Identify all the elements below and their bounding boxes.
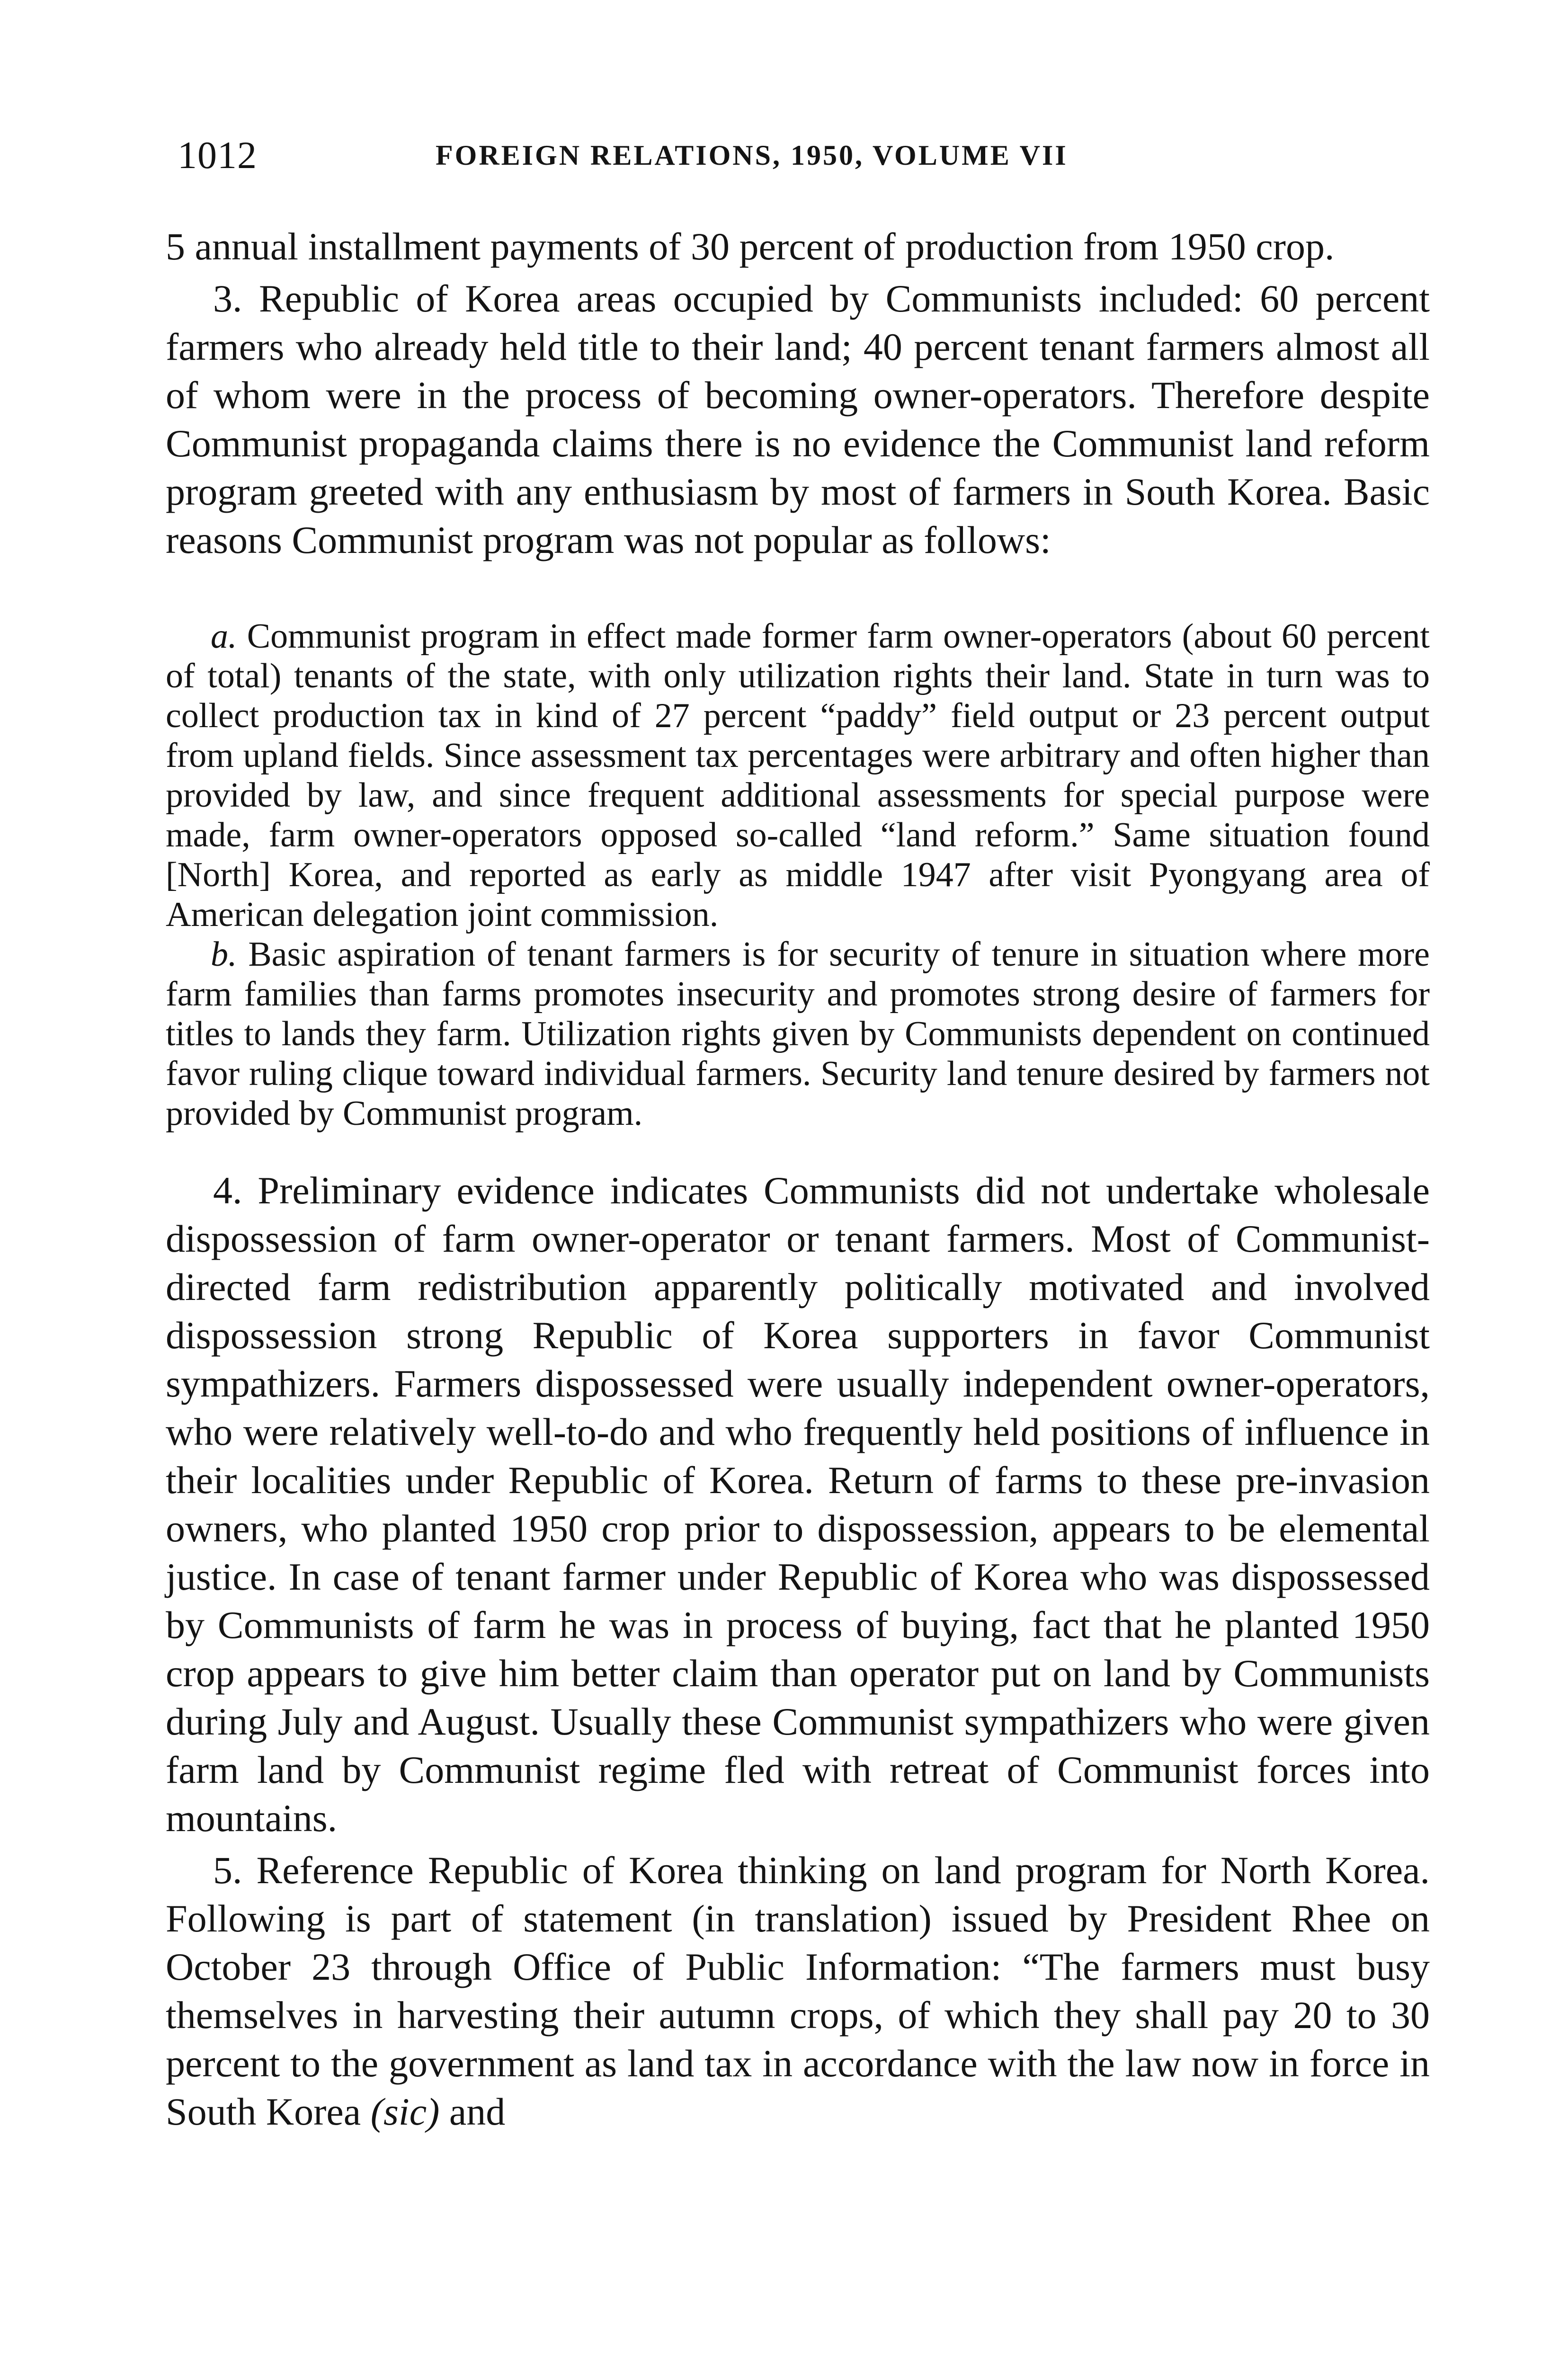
paragraph-continuation: 5 annual installment payments of 30 percent of production from 1950 crop. — [166, 225, 1335, 268]
page-header — [178, 127, 1420, 184]
subparagraph-a-label: a. — [211, 617, 237, 656]
paragraph-4: 4. Preliminary evidence indicates Communists did not undertake wholesale dispossession of farm owner-operator or tenant farmers. Most of Communist-directed farm redistribution apparently politically motivated and involved dispossession strong Republic of Korea supporters in favor Communist sympathizers. Farmers dispossessed were usually independent owner-operators, who were relatively well-to-do and who frequently held positions of influence in their localities under Republic of Korea. Return of farms to these pre-invasion owners, who planted 1950 crop prior to dispossession, appears to be elemental justice. In case of tenant farmer under Republic of Korea who was dispossessed by Communists of farm he was in process of buying, fact that he planted 1950 crop appears to give him better claim than operator put on land by Communists during July and August. Usually these Communist sympathizers who were given farm land by Communist regime fled with retreat of Communist forces into mountains. — [166, 1169, 1430, 1840]
paragraph-3: 3. Republic of Korea areas occupied by Communists included: 60 percent farmers who already held title to their land; 40 percent tenant farmers almost all of whom were in the process of becoming owner-operators. Therefore despite Communist propaganda claims there is no evidence the Communist land reform program greeted with any enthusiasm by most of farmers in South Korea. Basic reasons Communist program was not popular as follows: — [166, 277, 1430, 561]
subparagraph-b-text: Basic aspiration of tenant farmers is for security of tenure in situation where more farm families than farms promotes insecurity and promotes strong desire of farmers for titles to lands they farm. Utilization rights given by Communists dependent on continued favor ruling clique toward individual farmers. Security land tenure desired by farmers not provided by Communist program. — [166, 935, 1430, 1133]
subparagraph-a-text: Communist program in effect made former farm owner-operators (about 60 percent of total) tenants of the state, with only utilization rights their land. State in turn was to collect production tax in kind of 27 percent “paddy” field output or 23 percent output from upland fields. Since assessment tax percentages were arbitrary and often higher than provided by law, and since frequent additional assessments for special purpose were made, farm owner-operators opposed so-called “land reform.” Same situation found [North] Korea, and reported as early as middle 1947 after visit Pyongyang area of American delegation joint commission. — [166, 617, 1430, 934]
subparagraph-b-label: b. — [211, 935, 237, 974]
paragraph-5 — [166, 1846, 1430, 2136]
sic-marker: (sic) — [370, 2090, 440, 2133]
body-text — [166, 222, 1430, 2136]
running-head: FOREIGN RELATIONS, 1950, VOLUME VII — [436, 140, 1068, 171]
subparagraph-a — [166, 616, 1430, 934]
paragraph-5-text: 5. Reference Republic of Korea thinking on land program for North Korea. Following is part of statement (in translation) issued by President Rhee on October 23 through Office of Public Information: “The farmers must busy themselves in harvesting their autumn crops, of which they shall pay 20 to 30 percent to the government as land tax in accordance with the law now in force in South Korea — [166, 1849, 1430, 2133]
page-number: 1012 — [178, 133, 257, 177]
subparagraph-b — [166, 934, 1430, 1133]
paragraph-5-tail: and — [449, 2090, 506, 2133]
